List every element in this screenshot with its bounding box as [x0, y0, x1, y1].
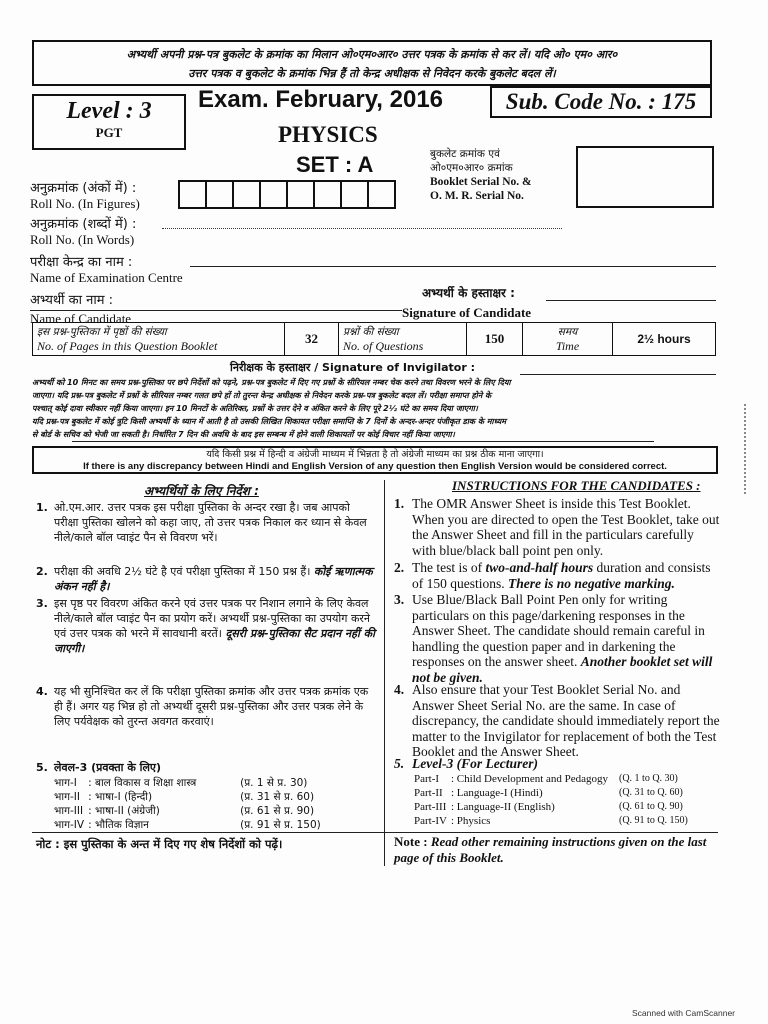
- english-instruction-2-questions: duration and consists of 150 questions.: [412, 560, 711, 591]
- hindi-instruction-1: 1. ओ.एम.आर. उत्तर पत्रक इस परीक्षा पुस्तिका के अन्दर रखा है। जब आपको परीक्षा पुस्तिका खोलने को कहा जाए, तो उत्तर पत्रक निकाल कर ध्यान से केवल नीले/काले बॉल प्वाइंट पैन से विवरण भरें।: [36, 500, 376, 545]
- time-label-en: Time: [555, 338, 580, 353]
- hindi-instruction-5-text: लेवल-3 (प्रवक्ता के लिए): [54, 761, 162, 774]
- hindi-instruction-2-emphasis: कोई ऋणात्मक अंकन नहीं है।: [54, 565, 373, 593]
- booklet-serial-hi-2: ओ०एम०आर० क्रमांक: [430, 162, 513, 174]
- invigilator-signature-line[interactable]: [520, 374, 716, 375]
- candidate-name-en: Name of Candidate: [30, 311, 132, 326]
- level-subtitle: PGT: [95, 125, 123, 140]
- hindi-parts-table: [52, 776, 323, 832]
- candidate-name-line[interactable]: [30, 310, 402, 311]
- part-label: भाग-III: [54, 805, 84, 817]
- part-range: (प्र. 61 से प्र. 90): [240, 805, 315, 817]
- subject-name: PHYSICS: [278, 122, 378, 147]
- english-instructions-heading: INSTRUCTIONS FOR THE CANDIDATES :: [452, 478, 701, 493]
- hindi-note: नोट : इस पुस्तिका के अन्त में दिए गए शेष निर्देशों को पढ़ें।: [36, 837, 283, 851]
- english-instruction-3-emphasis: Another booklet set will not be given.: [412, 654, 713, 685]
- english-instruction-4: 4. Also ensure that your Test Booklet Serial No. and Answer Sheet Serial No. are the same. In case of discrepancy, the candidate should immediately report the matter to the Invigilator for replacement of both the Test Booklet and the Answer Sheet.: [394, 682, 720, 759]
- table-row: [412, 772, 690, 786]
- roll-figures-label: [30, 178, 140, 212]
- invigilator-signature-label: निरीक्षक के हस्ताक्षर / Signature of Invigilator :: [230, 361, 476, 374]
- questions-label-en: No. of Questions: [343, 338, 424, 353]
- time-label-cell: [523, 323, 613, 355]
- english-parts-table: [412, 772, 690, 828]
- part-range: (प्र. 31 से प्र. 60): [240, 791, 315, 803]
- part-label: भाग-IV: [54, 819, 85, 831]
- column-divider: [384, 480, 385, 866]
- notice-line: अभ्यर्थी को 10 मिनट का समय प्रश्न-पुस्तिका पर छपे निर्देशों को पढ़ने, प्रश्न-पत्र बुकलेट में दिए गए प्रश्नों के सीरियल नम्बर चेक करने तथा विवरण भरने के लिए दिया: [32, 378, 511, 387]
- table-row: [412, 814, 690, 828]
- pages-value: 32: [285, 323, 339, 355]
- english-instruction-5: 5. Level-3 (For Lecturer): [394, 756, 538, 771]
- part-label: भाग-II: [54, 791, 80, 803]
- english-instruction-2-emphasis: There is no negative marking.: [508, 575, 675, 591]
- questions-value: 150: [467, 323, 523, 355]
- banner-line-1: अभ्यर्थी अपनी प्रश्न-पत्र बुकलेट के क्रमांक का मिलान ओ०एम०आर० उत्तर पत्रक के क्रमांक से कर लें। यदि ओ० एम० आर०: [126, 48, 618, 61]
- part-range: (Q. 91 to Q. 150): [619, 815, 688, 826]
- english-instruction-1-text: The OMR Answer Sheet is inside this Test Booklet. When you are directed to open the Test Booklet, take out the Answer Sheet and fill in the particulars carefully with blue/black ball point pen only.: [412, 496, 720, 558]
- roll-figures-hi: अनुक्रमांक (अंकों में) :: [30, 181, 137, 196]
- roll-digit-box[interactable]: [313, 180, 342, 209]
- roll-figures-en: Roll No. (In Figures): [30, 196, 140, 211]
- english-instruction-4-text: Also ensure that your Test Booklet Serial No. and Answer Sheet Serial No. are the same. In case of discrepancy, the candidate should immediately report the matter to the Invigilator for replacement of both the Test Booklet and the Answer Sheet.: [412, 682, 720, 759]
- candidate-signature-line[interactable]: [546, 300, 716, 301]
- roll-words-hi: अनुक्रमांक (शब्दों में) :: [30, 217, 137, 232]
- table-row: [52, 804, 323, 818]
- part-range: (Q. 31 to Q. 60): [619, 787, 683, 798]
- set-label: SET : A: [296, 152, 374, 177]
- booklet-serial-en-2: O. M. R. Serial No.: [430, 190, 524, 202]
- english-instruction-5-text: Level-3 (For Lecturer): [412, 756, 538, 771]
- table-row: [52, 776, 323, 790]
- booklet-serial-en-1: Booklet Serial No. &: [430, 176, 532, 188]
- banner-line-2: उत्तर पत्रक व बुकलेट के क्रमांक भिन्न हैं तो केन्द्र अधीक्षक से निवेदन करके बुकलेट बदल लें।: [188, 67, 556, 80]
- english-instruction-1: 1. The OMR Answer Sheet is inside this Test Booklet. When you are directed to open the Test Booklet, take out the Answer Sheet and fill in the particulars carefully with blue/black ball point pen only.: [394, 496, 720, 558]
- roll-words-en: Roll No. (In Words): [30, 232, 135, 247]
- part-subject: : भाषा-II (अंग्रेजी): [88, 805, 160, 817]
- table-row: [52, 818, 323, 832]
- booklet-serial-label: [430, 147, 532, 203]
- part-label: Part-III: [414, 801, 447, 813]
- part-range: (प्र. 1 से प्र. 30): [240, 777, 308, 789]
- hindi-instruction-3: 3. इस पृष्ठ पर विवरण अंकित करने एवं उत्तर पत्रक पर निशान लगाने के लिए केवल नीले/काले बॉल प्वाइंट पैन का प्रयोग करें। अभ्यर्थी प्रश्न-पुस्तिका का उपयोग करने एवं उत्तर पत्रक को भरने में सावधानी बरतें। दूसरी प्रश्न-पुस्तिका सैट प्रदान नहीं की जाएगी।: [36, 597, 375, 655]
- hindi-instruction-3-text: इस पृष्ठ पर विवरण अंकित करने एवं उत्तर पत्रक पर निशान लगाने के लिए केवल नीले/काले बॉल प्वाइंट पैन का प्रयोग करें। अभ्यर्थी प्रश्न-पुस्तिका का उपयोग करने एवं उत्तर पत्रक को भरने में सावधानी बरतें।: [54, 597, 371, 640]
- part-range: (Q. 1 to Q. 30): [619, 773, 678, 784]
- notice-line: जाएगा। यदि प्रश्न-पत्र बुकलेट में प्रश्नों के सीरियल नम्बर गलत छपे हों तो तुरन्त केन्द्र अधीक्षक से निवेदन करके प्रश्न-पत्र बुकलेट बदल लें। परीक्षा समाप्त होने के: [32, 391, 492, 400]
- time-value: 2½ hours: [637, 332, 691, 346]
- booklet-serial-hi-1: बुकलेट क्रमांक एवं: [430, 148, 500, 160]
- part-label: Part-II: [414, 787, 443, 799]
- english-instruction-3: 3. Use Blue/Black Ball Point Pen only for writing particulars on this page/darkening responses in the Answer Sheet. The candidate should remain careful in handling the question paper and in darkening the responses on the answer sheet. Another booklet set will not be given.: [394, 592, 713, 685]
- part-subject: : Language-I (Hindi): [451, 787, 543, 799]
- english-note-label: Note :: [394, 834, 431, 849]
- hindi-instruction-1-text: ओ.एम.आर. उत्तर पत्रक इस परीक्षा पुस्तिका के अन्दर रखा है। जब आपको परीक्षा पुस्तिका खोलने को कहा जाए, तो उत्तर पत्रक निकाल कर ध्यान से केवल नीले/काले बॉल प्वाइंट पैन से विवरण भरें।: [54, 501, 367, 544]
- notice-underline: [72, 441, 654, 442]
- candidate-signature-label: [402, 284, 531, 321]
- questions-label-cell: [339, 323, 467, 355]
- table-row: [412, 800, 690, 814]
- edge-perforation: [744, 404, 766, 494]
- level-box: [32, 94, 186, 150]
- table-row: [52, 790, 323, 804]
- english-instruction-3-text: Use Blue/Black Ball Point Pen only for writing particulars on this page/darkening responses in the Answer Sheet. The candidate should remain careful in handling the question paper and in darkening the responses on the answer sheet.: [412, 592, 705, 669]
- notice-line: पश्चात् कोई दावा स्वीकार नहीं किया जाएगा। इन 10 मिनटों के अतिरिक्त, प्रश्नों के उत्तर देने व अंकित करने के लिए पूरे 2½ घंटे का समय दिया जाएगा।: [32, 404, 478, 413]
- notice-line: यदि प्रश्न-पत्र बुकलेट में कोई त्रुटि किसी अभ्यर्थी के ध्यान में आती है तो उसकी लिखित शिकायत परीक्षा समाप्ति के 7 दिनों के अन्दर-अन्दर पंजीकृत डाक के माध्यम: [32, 417, 507, 426]
- roll-words-label: [30, 214, 136, 248]
- booklet-serial-box[interactable]: [576, 146, 714, 208]
- part-label: भाग-I: [54, 777, 77, 789]
- scanner-watermark: Scanned with CamScanner: [632, 1008, 736, 1018]
- serial-match-banner: [32, 40, 712, 86]
- hindi-instruction-2-text: परीक्षा की अवधि 2½ घंटे है एवं परीक्षा पुस्तिका में 150 प्रश्न हैं।: [54, 565, 311, 578]
- centre-label: [30, 252, 183, 286]
- roll-digit-box[interactable]: [286, 180, 315, 209]
- part-subject: : Language-II (English): [451, 801, 555, 813]
- centre-en: Name of Examination Centre: [30, 270, 183, 285]
- notice-line: से बोर्ड के सचिव को भेजी जा सकती है। निर्धारित 7 दिन की अवधि के बाद इस सम्बन्ध में होने वाली शिकायतों पर कोई विचार नहीं किया जाएगा।: [32, 430, 455, 439]
- english-note-text: Read other remaining instructions given on the last page of this Booklet.: [394, 834, 707, 865]
- english-note: [394, 834, 720, 865]
- hindi-instruction-3-emphasis: दूसरी प्रश्न-पुस्तिका सैट प्रदान नहीं की जाएगी।: [54, 627, 375, 655]
- part-subject: : Child Development and Pedagogy: [451, 773, 609, 785]
- part-subject: : भौतिक विज्ञान: [88, 819, 150, 831]
- roll-digit-box[interactable]: [259, 180, 288, 209]
- candidate-signature-hi: अभ्यर्थी के हस्ताक्षर :: [422, 286, 515, 300]
- discrepancy-box: [32, 446, 718, 474]
- part-subject: : भाषा-I (हिन्दी): [88, 791, 153, 803]
- notes-top-rule: [32, 832, 718, 833]
- hindi-instruction-4: 4. यह भी सुनिश्चित कर लें कि परीक्षा पुस्तिका क्रमांक और उत्तर पत्रक क्रमांक एक ही हैं। अगर यह भिन्न हो तो अभ्यर्थी दूसरी प्रश्न-पुस्तिका और उत्तर पत्रक लेने के लिए पर्यवेक्षक को तुरन्त अवगत करवाएं।: [36, 684, 376, 729]
- exam-title: Exam. February, 2016: [198, 86, 444, 113]
- roll-digit-box[interactable]: [178, 180, 207, 209]
- table-row: [412, 786, 690, 800]
- candidate-signature-en: Signature of Candidate: [402, 305, 532, 320]
- english-instruction-2-duration: two-and-half hours: [485, 560, 594, 575]
- hindi-instruction-4-text: यह भी सुनिश्चित कर लें कि परीक्षा पुस्तिका क्रमांक और उत्तर पत्रक क्रमांक एक ही हैं। अगर यह भिन्न हो तो अभ्यर्थी दूसरी प्रश्न-पुस्तिका और उत्तर पत्रक लेने के लिए पर्यवेक्षक को तुरन्त अवगत करवाएं।: [54, 685, 369, 728]
- hindi-instructions-heading: अभ्यर्थियों के लिए निर्देश :: [144, 484, 259, 498]
- hindi-instruction-2: 2. परीक्षा की अवधि 2½ घंटे है एवं परीक्षा पुस्तिका में 150 प्रश्न हैं। कोई ऋणात्मक अंकन नहीं है।: [36, 565, 373, 593]
- english-instruction-2: 2. The test is of two-and-half hours duration and consists of 150 questions. There is no negative marking.: [394, 560, 711, 591]
- roll-digit-box[interactable]: [232, 180, 261, 209]
- centre-line[interactable]: [190, 266, 716, 267]
- roll-words-line[interactable]: [162, 228, 562, 229]
- part-subject: : बाल विकास व शिक्षा शास्त्र: [88, 777, 197, 789]
- part-range: (प्र. 91 से प्र. 150): [240, 819, 321, 831]
- general-notice: [32, 376, 718, 441]
- time-label-hi: समय: [557, 325, 578, 338]
- part-range: (Q. 61 to Q. 90): [619, 801, 683, 812]
- pages-label-hi: इस प्रश्न-पुस्तिका में पृष्ठों की संख्या: [37, 325, 167, 338]
- part-label: Part-I: [414, 773, 440, 785]
- discrepancy-hi: यदि किसी प्रश्न में हिन्दी व अंग्रेजी माध्यम में भिन्नता है तो अंग्रेजी माध्यम का प्रश्न ठीक माना जाएगा।: [206, 449, 544, 460]
- centre-hi: परीक्षा केन्द्र का नाम :: [30, 255, 133, 270]
- roll-digit-box[interactable]: [340, 180, 369, 209]
- discrepancy-en: If there is any discrepancy between Hindi and English Version of any question then English Version would be considered correct.: [83, 461, 667, 472]
- part-subject: : Physics: [451, 815, 491, 827]
- candidate-name-hi: अभ्यर्थी का नाम :: [30, 293, 114, 308]
- english-instruction-2-text: The test is of: [412, 560, 486, 575]
- pages-label-en: No. of Pages in this Question Booklet: [37, 338, 218, 353]
- roll-digit-box[interactable]: [367, 180, 396, 209]
- subject-code: Sub. Code No. : 175: [490, 86, 712, 118]
- part-label: Part-IV: [414, 815, 447, 827]
- pages-label-cell: [33, 323, 285, 355]
- roll-digit-box[interactable]: [205, 180, 234, 209]
- level-title: Level : 3: [66, 98, 152, 124]
- booklet-info-table: [32, 322, 716, 356]
- questions-label-hi: प्रश्नों की संख्या: [343, 325, 399, 338]
- hindi-instruction-5: 5. लेवल-3 (प्रवक्ता के लिए): [36, 761, 162, 774]
